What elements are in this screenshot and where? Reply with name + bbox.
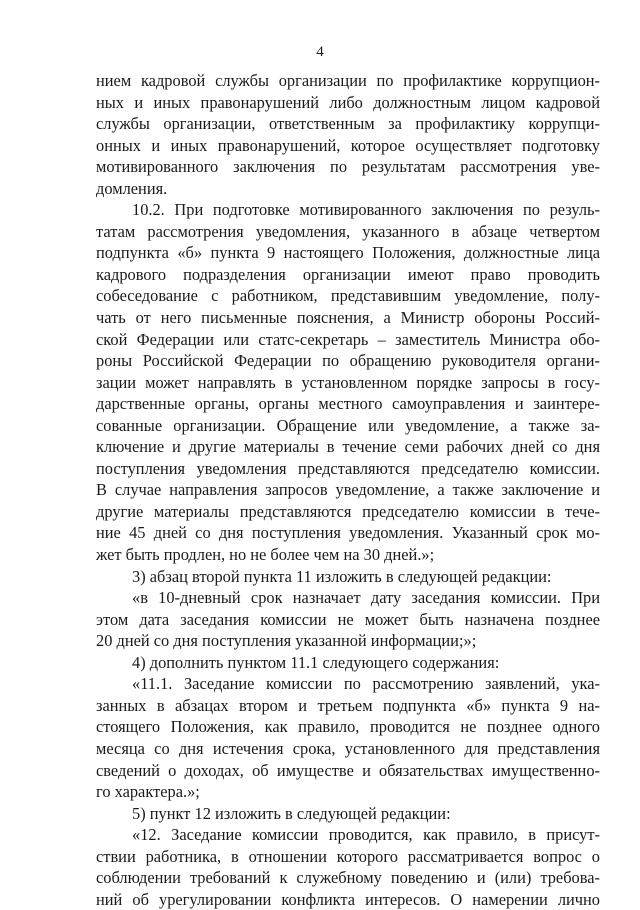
text-line: подпункта «б» пункта 9 настоящего Положения, должностные лица xyxy=(96,243,600,263)
text-line: поступления уведомления представляются председателю комиссии. xyxy=(96,458,600,478)
text-line: ных и иных правонарушений либо должностным лицом кадровой xyxy=(96,92,600,112)
text-line: нием кадровой службы организации по профилактике коррупцион- xyxy=(96,71,600,90)
text-line: ствии работника, в отношении которого рассматривается вопрос о xyxy=(96,846,600,866)
text-line: собеседование с работником, представившим уведомление, полу- xyxy=(96,286,600,306)
text-line: жет быть продлен, но не более чем на 30 дней.»; xyxy=(96,545,435,565)
page-number: 4 xyxy=(316,44,324,60)
document-body xyxy=(96,70,600,910)
text-line: дарственные органы, органы местного самоуправления и заинтере- xyxy=(96,394,600,414)
text-line: В случае направления запросов уведомление, а также заключение и xyxy=(96,480,600,500)
text-line: 20 дней со дня поступления указанной информации;»; xyxy=(96,631,477,651)
text-line: роны Российской Федерации по обращению руководителя органи- xyxy=(96,351,600,371)
text-line: соблюдении требований к служебному поведению и (или) требова- xyxy=(96,868,600,888)
text-line: кадрового подразделения организации имеют право проводить xyxy=(96,264,600,284)
text-line: стоящего Положения, как правило, проводится не позднее одного xyxy=(96,717,600,737)
text-line: мотивированного заключения по результатам рассмотрения уве- xyxy=(96,157,600,177)
text-line: занных в абзацах втором и третьем подпункта «б» пункта 9 на- xyxy=(96,695,600,715)
text-line: «11.1. Заседание комиссии по рассмотрению заявлений, ука- xyxy=(132,674,600,694)
text-line: «в 10-дневный срок назначает дату заседания комиссии. При xyxy=(132,588,600,608)
text-line: 10.2. При подготовке мотивированного заключения по резуль- xyxy=(132,200,600,220)
text-line: чать от него письменные пояснения, а Министр обороны Россий- xyxy=(96,308,600,328)
text-line: ние 45 дней со дня поступления уведомления. Указанный срок мо- xyxy=(96,523,600,543)
text-line: этом дата заседания комиссии не может быть назначена позднее xyxy=(96,609,600,629)
text-line: 4) дополнить пунктом 11.1 следующего содержания: xyxy=(132,652,500,672)
text-line: ключение и другие материалы в течение семи рабочих дней со дня xyxy=(96,437,600,457)
text-line: онных и иных правонарушений, которое осуществляет подготовку xyxy=(96,135,600,155)
text-line: месяца со дня истечения срока, установленного для представления xyxy=(96,738,600,758)
text-line: ской Федерации или статс-секретарь – заместитель Министра обо- xyxy=(96,329,600,349)
text-line: службы организации, ответственным за профилактику коррупци- xyxy=(96,114,600,134)
text-line: татам рассмотрения уведомления, указанного в абзаце четвертом xyxy=(96,221,600,241)
text-line: 3) абзац второй пункта 11 изложить в следующей редакции: xyxy=(132,566,552,586)
text-line: зации может направлять в установленном порядке запросы в госу- xyxy=(96,372,600,392)
text-line: 5) пункт 12 изложить в следующей редакции: xyxy=(132,803,451,823)
text-line: сведений о доходах, об имуществе и обязательствах имущественно- xyxy=(96,760,600,780)
text-line: «12. Заседание комиссии проводится, как правило, в присут- xyxy=(132,825,600,845)
text-line: сованные организации. Обращение или уведомление, а также за- xyxy=(96,415,600,435)
text-line: ний об урегулировании конфликта интересов. О намерении лично xyxy=(96,889,600,909)
text-line: го характера.»; xyxy=(96,782,200,802)
text-line: домления. xyxy=(96,178,168,198)
text-line: другие материалы представляются председателю комиссии в тече- xyxy=(96,501,600,521)
